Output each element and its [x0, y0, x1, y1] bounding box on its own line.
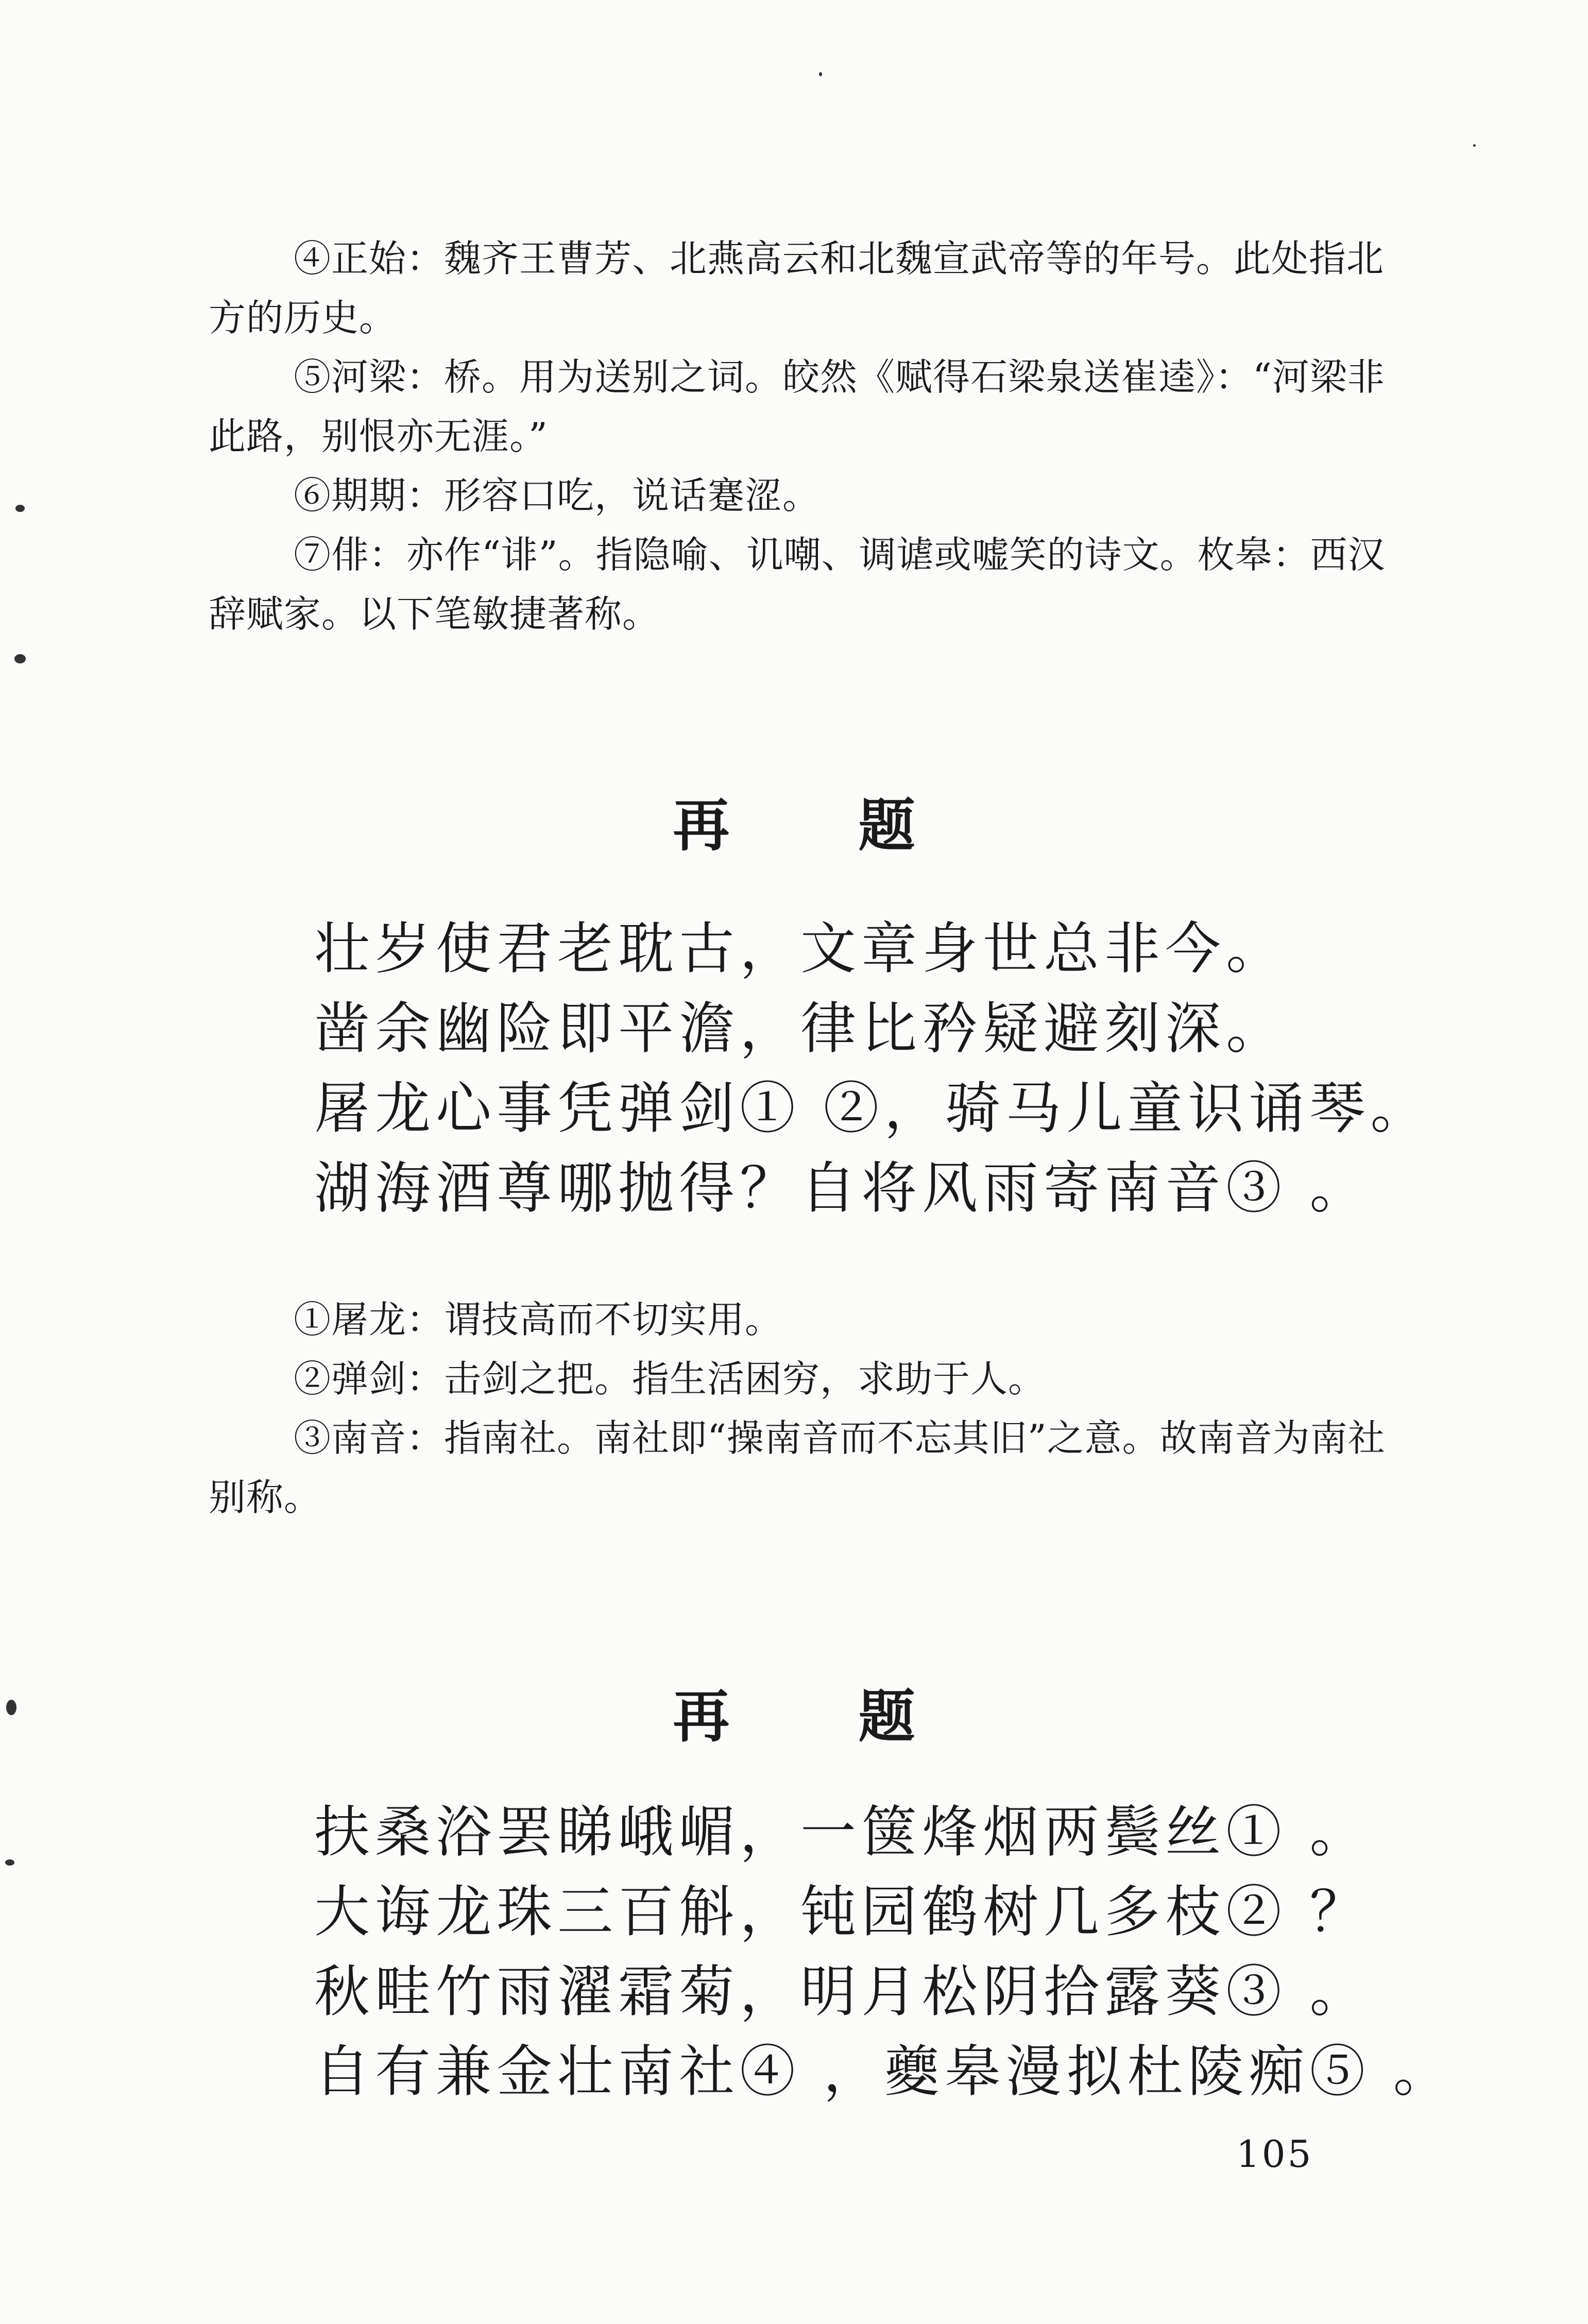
footnote-7: ⑦俳：亦作“诽”。指隐喻、讥嘲、调谑或嘘笑的诗文。枚皋：西汉辞赋家。以下笔敏捷著称。: [209, 533, 1386, 636]
footnote-1: ①屠龙：谓技高而不切实用。: [294, 1298, 783, 1341]
poem-2-line-3: 秋畦竹雨濯霜菊，明月松阴拾露葵③ 。: [314, 1960, 1371, 2024]
page-number: 105: [1236, 2132, 1313, 2176]
scan-speck: [819, 72, 822, 76]
footnote-4: ④正始：魏齐王曹芳、北燕高云和北魏宣武帝等的年号。此处指北方的历史。: [209, 237, 1385, 339]
footnote-6: ⑥期期：形容口吃，说话蹇涩。: [294, 474, 821, 517]
poem-1-line-3: 屠龙心事凭弹剑① ②，骑马儿童识诵琴。: [314, 1076, 1431, 1141]
footnotes-mid: [209, 1290, 1393, 1527]
poem-2-line-1: 扶桑浴罢睇峨嵋，一箧烽烟两鬓丝① 。: [314, 1800, 1371, 1865]
footnote-2: ②弹剑：击剑之把。指生活困穷，求助于人。: [294, 1357, 1046, 1400]
footnote-3: ③南音：指南社。南社即“操南音而不忘其旧”之意。故南音为南社别称。: [209, 1416, 1386, 1519]
scan-speck: [1473, 144, 1476, 147]
scan-speck: [15, 505, 25, 512]
scan-speck: [6, 1700, 16, 1715]
footnote-5: ⑤河梁：桥。用为送别之词。皎然《赋得石梁泉送崔逵》：“河梁非此路，别恨亦无涯。”: [209, 355, 1385, 458]
poem-2: [314, 1792, 1454, 2112]
poem-title-2: 再题: [673, 1684, 1044, 1750]
poem-title-1: 再题: [673, 793, 1044, 859]
poem-1: [314, 909, 1447, 1228]
poem-2-line-4: 自有兼金壮南社④ ，夔皋漫拟杜陵痴⑤ 。: [314, 2040, 1454, 2104]
footnotes-top: [209, 229, 1393, 644]
poem-2-line-2: 大诲龙珠三百斛，钝园鹤树几多枝② ？: [314, 1880, 1371, 1944]
scan-speck: [14, 654, 26, 663]
poem-1-line-2: 凿余幽险即平澹，律比矜疑避刻深。: [314, 997, 1287, 1061]
poem-1-line-4: 湖海酒尊哪抛得？自将风雨寄南音③ 。: [314, 1156, 1371, 1221]
poem-1-line-1: 壮岁使君老耽古，文章身世总非今。: [314, 917, 1287, 981]
scan-speck: [5, 1859, 14, 1866]
